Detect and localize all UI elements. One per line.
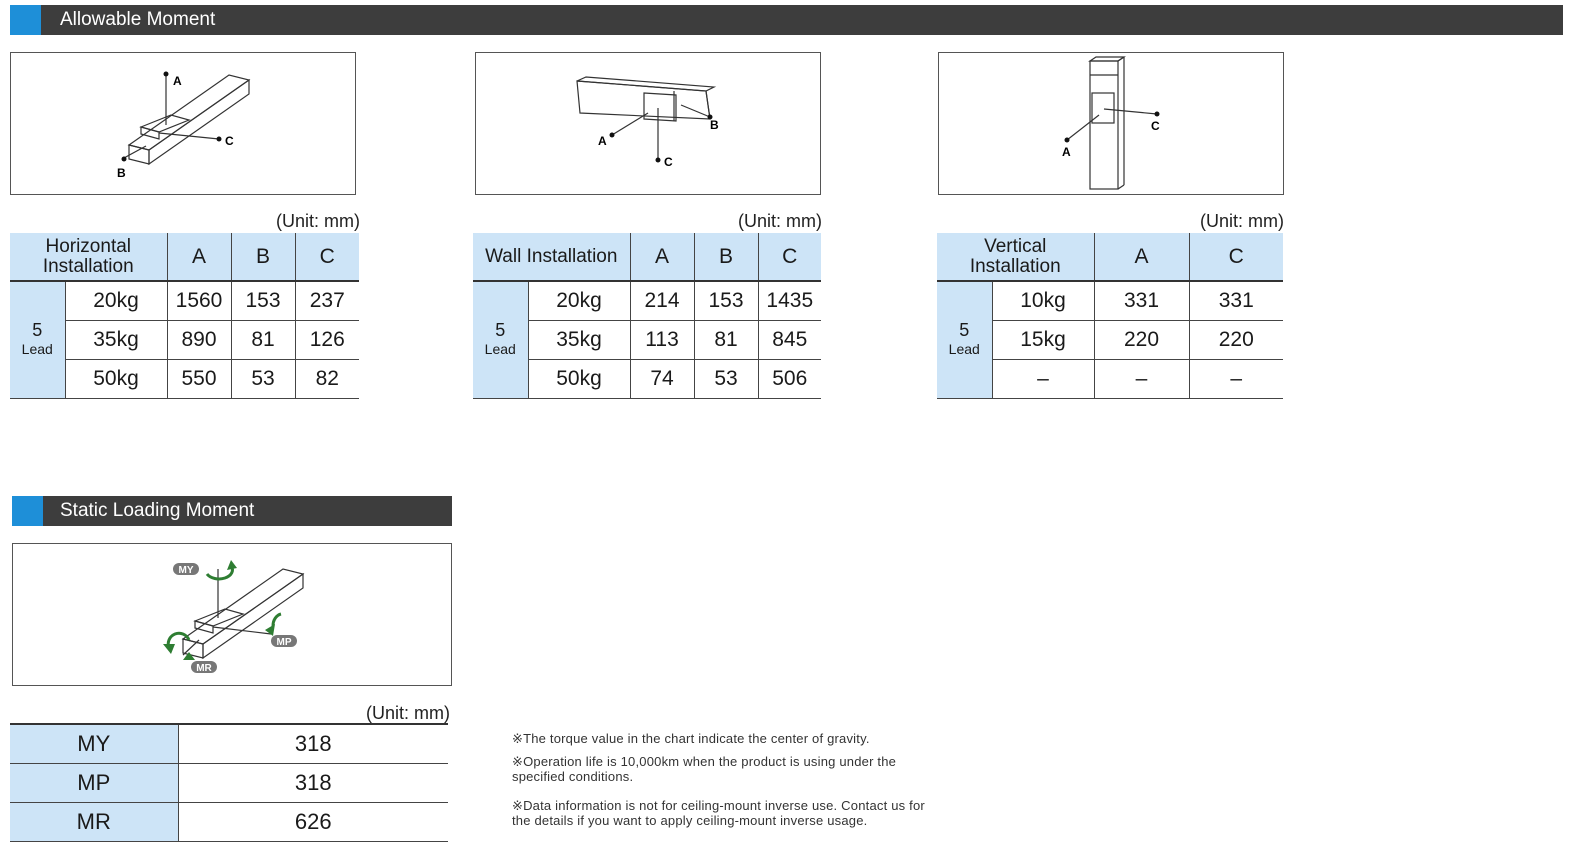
lead-label: Lead <box>484 341 516 358</box>
moment-name-cell: MY <box>10 724 178 763</box>
allowable-moment-header <box>10 5 1563 35</box>
table-header-b: B <box>694 233 758 281</box>
value-c-cell: 1435 <box>758 281 821 320</box>
my-badge-label: MY <box>178 565 194 576</box>
moment-value-cell: 318 <box>178 724 448 763</box>
value-c-cell: – <box>1189 359 1283 398</box>
value-b-cell: 81 <box>694 320 758 359</box>
axis-c-label: C <box>225 134 234 148</box>
value-a-cell: 74 <box>630 359 694 398</box>
value-c-cell: 506 <box>758 359 821 398</box>
vertical-axis-drawing <box>939 53 1285 196</box>
section-title: Static Loading Moment <box>60 500 255 521</box>
wall-installation-table <box>473 233 821 399</box>
lead-label: Lead <box>948 341 980 358</box>
footnote: ※Operation life is 10,000km when the product is using under the specified conditions. <box>512 754 897 784</box>
axis-a-label: A <box>598 134 607 148</box>
section-title: Allowable Moment <box>60 9 216 30</box>
load-cell: 20kg <box>65 281 167 320</box>
table-header-c: C <box>758 233 821 281</box>
lead-cell <box>937 281 992 398</box>
value-b-cell: 53 <box>694 359 758 398</box>
table-header-installation: Vertical Installation <box>937 233 1094 281</box>
axis-b-label: B <box>710 118 719 132</box>
table-header-installation: Wall Installation <box>473 233 630 281</box>
load-cell: – <box>992 359 1094 398</box>
load-cell: 35kg <box>65 320 167 359</box>
lead-number: 5 <box>959 320 970 341</box>
table-header-installation: Horizontal Installation <box>10 233 167 281</box>
value-b-cell: 153 <box>231 281 295 320</box>
static-loading-moment-header <box>12 496 452 526</box>
moment-value-cell: 626 <box>178 802 448 841</box>
axis-c-label: C <box>1151 119 1160 133</box>
axis-c-label: C <box>664 155 673 169</box>
table-header-c: C <box>295 233 359 281</box>
table-header-b: B <box>231 233 295 281</box>
wall-unit-label: (Unit: mm) <box>738 211 822 231</box>
wall-diagram <box>475 52 821 195</box>
value-b-cell: 81 <box>231 320 295 359</box>
table-header-a: A <box>167 233 231 281</box>
wall-axis-drawing <box>476 53 822 196</box>
value-a-cell: 550 <box>167 359 231 398</box>
axis-a-label: A <box>1062 145 1071 159</box>
lead-number: 5 <box>32 320 43 341</box>
header-accent <box>12 496 43 526</box>
value-a-cell: 220 <box>1094 320 1189 359</box>
static-loading-table <box>10 723 448 842</box>
table-header-a: A <box>630 233 694 281</box>
value-a-cell: 113 <box>630 320 694 359</box>
lead-cell <box>473 281 528 398</box>
axis-a-label: A <box>173 74 182 88</box>
value-a-cell: 214 <box>630 281 694 320</box>
value-c-cell: 126 <box>295 320 359 359</box>
value-c-cell: 82 <box>295 359 359 398</box>
static-moment-diagram <box>12 543 452 686</box>
mr-badge-label: MR <box>196 663 212 674</box>
value-c-cell: 331 <box>1189 281 1283 320</box>
moment-name-cell: MP <box>10 763 178 802</box>
vertical-unit-label: (Unit: mm) <box>1200 211 1284 231</box>
value-a-cell: 890 <box>167 320 231 359</box>
load-cell: 20kg <box>528 281 630 320</box>
axis-b-label: B <box>117 166 126 180</box>
moment-name-cell: MR <box>10 802 178 841</box>
footnote: ※Data information is not for ceiling-mount inverse use. Contact us for the details if you want to apply ceiling-mount inverse usage. <box>512 798 925 828</box>
footnote: ※The torque value in the chart indicate the center of gravity. <box>512 731 870 746</box>
load-cell: 50kg <box>528 359 630 398</box>
value-b-cell: 53 <box>231 359 295 398</box>
value-c-cell: 220 <box>1189 320 1283 359</box>
horizontal-installation-table <box>10 233 359 399</box>
static-moment-drawing <box>13 544 453 687</box>
header-accent <box>10 5 41 35</box>
horizontal-unit-label: (Unit: mm) <box>276 211 360 231</box>
lead-number: 5 <box>495 320 506 341</box>
lead-cell <box>10 281 65 398</box>
value-a-cell: – <box>1094 359 1189 398</box>
value-a-cell: 1560 <box>167 281 231 320</box>
footnotes <box>512 731 962 842</box>
mp-badge-label: MP <box>276 637 292 648</box>
table-header-c: C <box>1189 233 1283 281</box>
value-b-cell: 153 <box>694 281 758 320</box>
moment-value-cell: 318 <box>178 763 448 802</box>
load-cell: 10kg <box>992 281 1094 320</box>
value-c-cell: 237 <box>295 281 359 320</box>
table-header-a: A <box>1094 233 1189 281</box>
vertical-installation-table <box>937 233 1283 399</box>
lead-label: Lead <box>21 341 53 358</box>
load-cell: 15kg <box>992 320 1094 359</box>
value-a-cell: 331 <box>1094 281 1189 320</box>
static-unit-label: (Unit: mm) <box>366 703 450 723</box>
horizontal-diagram <box>10 52 356 195</box>
load-cell: 35kg <box>528 320 630 359</box>
load-cell: 50kg <box>65 359 167 398</box>
horizontal-axis-drawing <box>11 53 357 196</box>
value-c-cell: 845 <box>758 320 821 359</box>
vertical-diagram <box>938 52 1284 195</box>
